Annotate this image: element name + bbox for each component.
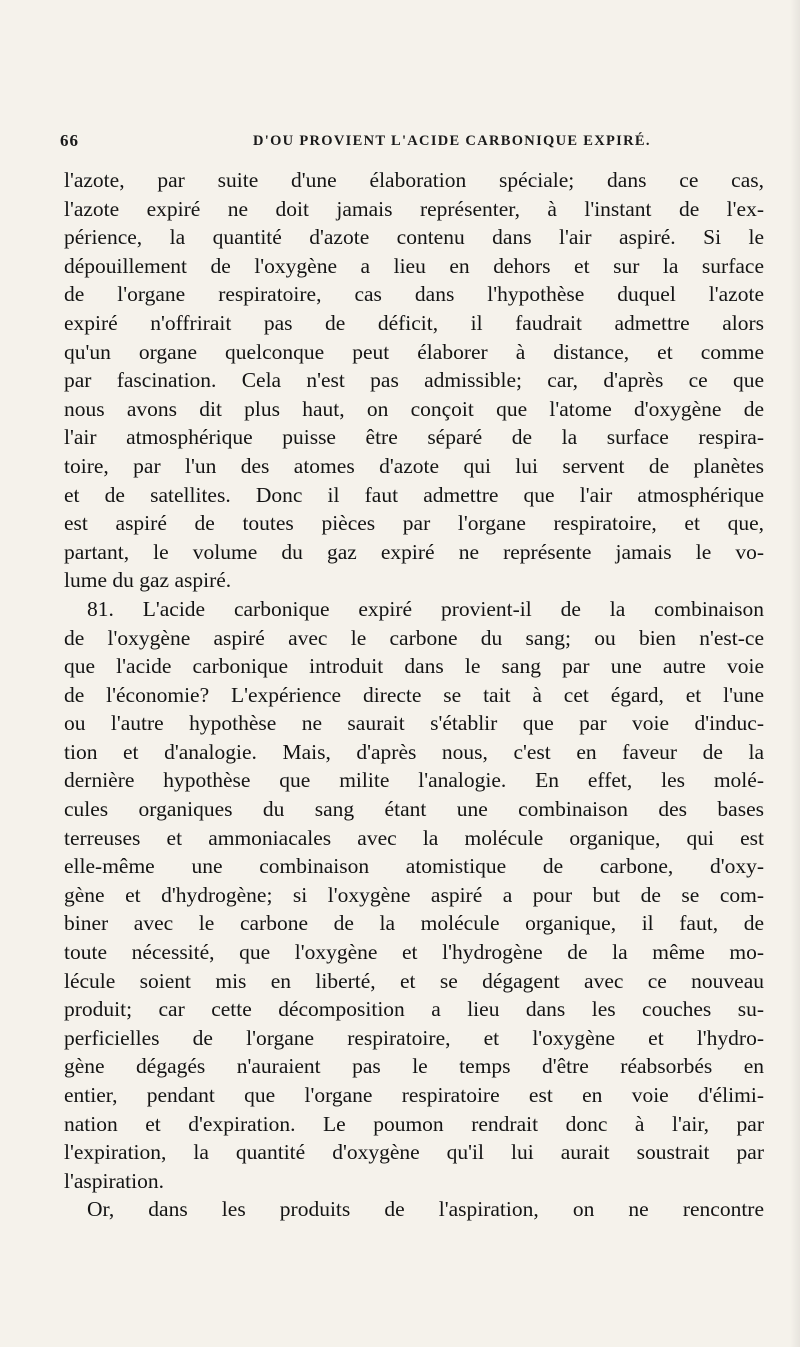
text-line: partant, le volume du gaz expiré ne représente jamais le vo- xyxy=(64,539,764,564)
text-line: cules organiques du sang étant une combinaison des bases xyxy=(64,797,764,822)
text-line: toire, par l'un des atomes d'azote qui lui servent de planètes xyxy=(64,453,764,478)
text-line: dernière hypothèse que milite l'analogie. En effet, les molé- xyxy=(64,768,764,793)
page-number: 66 xyxy=(60,131,79,150)
text-line: 81. L'acide carbonique expiré provient-il de la combinaison xyxy=(87,596,764,621)
text-line: Or, dans les produits de l'aspiration, on ne rencontre xyxy=(87,1197,764,1222)
text-line: de l'oxygène aspiré avec le carbone du sang; ou bien n'est-ce xyxy=(64,625,764,650)
text-line: périence, la quantité d'azote contenu dans l'air aspiré. Si le xyxy=(64,225,764,250)
text-line: lume du gaz aspiré. xyxy=(64,568,232,593)
text-line: toute nécessité, que l'oxygène et l'hydrogène de la même mo- xyxy=(64,940,764,965)
text-line: tion et d'analogie. Mais, d'après nous, c'est en faveur de la xyxy=(64,739,764,764)
page-edge-shadow xyxy=(790,0,800,1347)
text-line: nous avons dit plus haut, on conçoit que l'atome d'oxygène de xyxy=(64,396,764,421)
text-line: l'expiration, la quantité d'oxygène qu'il lui aurait soustrait par xyxy=(64,1140,764,1165)
text-line: l'aspiration. xyxy=(64,1168,165,1193)
text-line: produit; car cette décomposition a lieu dans les couches su- xyxy=(64,997,764,1022)
text-line: l'azote expiré ne doit jamais représenter, à l'instant de l'ex- xyxy=(64,196,764,221)
text-line: lécule soient mis en liberté, et se dégagent avec ce nouveau xyxy=(64,968,764,993)
text-line: nation et d'expiration. Le poumon rendrait donc à l'air, par xyxy=(64,1111,764,1136)
running-header xyxy=(60,131,760,159)
body-text xyxy=(64,166,764,1224)
text-line: de l'organe respiratoire, cas dans l'hypothèse duquel l'azote xyxy=(64,282,764,307)
text-line: perficielles de l'organe respiratoire, et l'oxygène et l'hydro- xyxy=(64,1025,764,1050)
text-line: biner avec le carbone de la molécule organique, il faut, de xyxy=(64,911,764,936)
text-line: l'air atmosphérique puisse être séparé de la surface respira- xyxy=(64,425,764,450)
text-line: de l'économie? L'expérience directe se tait à cet égard, et l'une xyxy=(64,682,764,707)
text-line: que l'acide carbonique introduit dans le sang par une autre voie xyxy=(64,654,764,679)
running-title: D'OU PROVIENT L'ACIDE CARBONIQUE EXPIRÉ. xyxy=(253,133,651,149)
text-line: entier, pendant que l'organe respiratoire est en voie d'élimi- xyxy=(64,1083,764,1107)
text-line: expiré n'offrirait pas de déficit, il faudrait admettre alors xyxy=(64,310,764,335)
text-line: qu'un organe quelconque peut élaborer à distance, et comme xyxy=(64,339,764,364)
text-line: gène dégagés n'auraient pas le temps d'être réabsorbés en xyxy=(64,1054,764,1079)
text-line: est aspiré de toutes pièces par l'organe respiratoire, et que, xyxy=(64,511,764,536)
text-line: elle-même une combinaison atomistique de carbone, d'oxy- xyxy=(64,854,764,879)
text-line: par fascination. Cela n'est pas admissible; car, d'après ce que xyxy=(64,368,764,393)
text-line: dépouillement de l'oxygène a lieu en dehors et sur la surface xyxy=(64,253,764,278)
text-line: et de satellites. Donc il faut admettre que l'air atmosphérique xyxy=(64,482,764,507)
text-line: ou l'autre hypothèse ne saurait s'établir que par voie d'induc- xyxy=(64,711,764,736)
text-line: gène et d'hydrogène; si l'oxygène aspiré a pour but de se com- xyxy=(64,882,764,907)
text-line: terreuses et ammoniacales avec la molécule organique, qui est xyxy=(64,825,764,850)
text-line: l'azote, par suite d'une élaboration spéciale; dans ce cas, xyxy=(64,168,764,192)
